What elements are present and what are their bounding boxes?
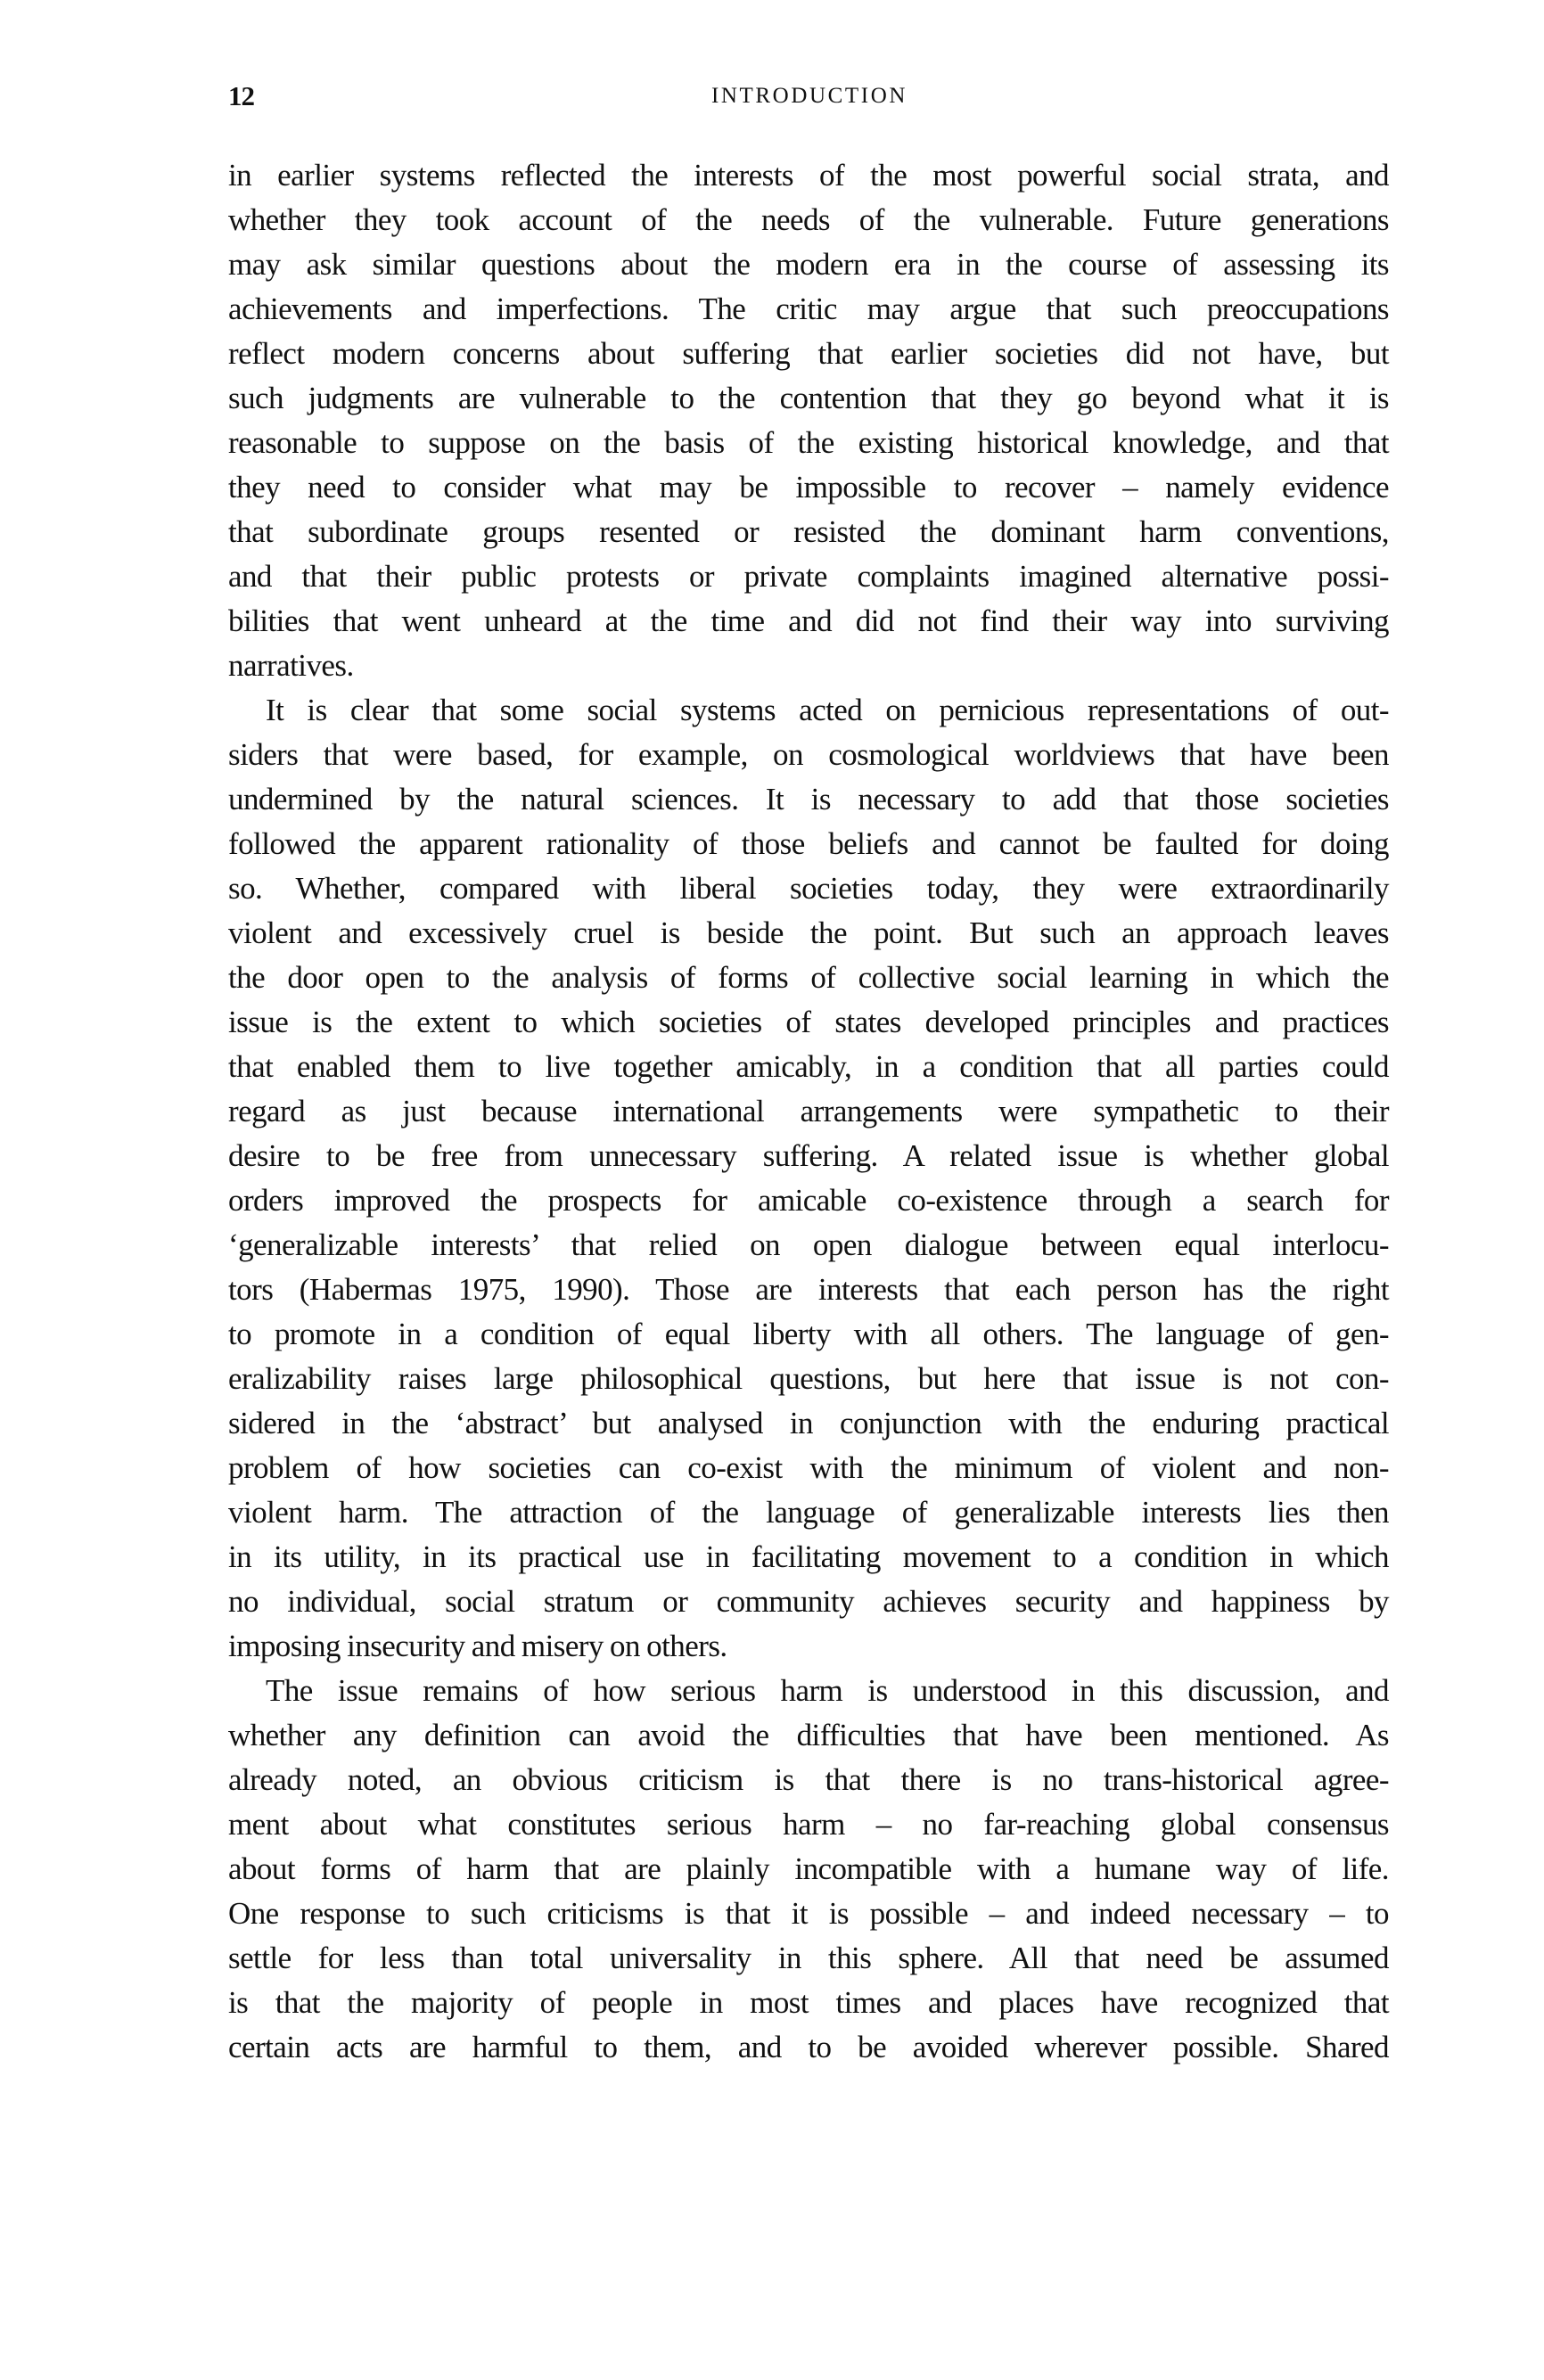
text-line: undermined by the natural sciences. It is necessary to add that those societies xyxy=(228,782,1389,817)
text-line: that subordinate groups resented or resisted the dominant harm conventions, xyxy=(228,514,1389,549)
text-line: is that the majority of people in most times and places have recognized that xyxy=(228,1985,1389,2020)
text-line: ment about what constitutes serious harm – no far-reaching global consensus xyxy=(228,1807,1389,1842)
text-line: desire to be free from unnecessary suffering. A related issue is whether global xyxy=(228,1138,1389,1173)
text-line: narratives. xyxy=(228,648,354,683)
paragraph-2 xyxy=(228,688,1389,1669)
page-number: 12 xyxy=(228,80,254,111)
text-line: settle for less than total universality in this sphere. All that need be assumed xyxy=(228,1941,1389,1975)
text-line: The issue remains of how serious harm is understood in this discussion, and xyxy=(266,1673,1389,1708)
text-line: about forms of harm that are plainly incompatible with a humane way of life. xyxy=(228,1851,1389,1886)
text-line: and that their public protests or private complaints imagined alternative possi- xyxy=(228,559,1389,594)
text-line: in its utility, in its practical use in facilitating movement to a condition in which xyxy=(228,1539,1389,1574)
text-line: issue is the extent to which societies of states developed principles and practices xyxy=(228,1005,1389,1039)
text-line: One response to such criticisms is that it is possible – and indeed necessary – to xyxy=(228,1896,1389,1931)
text-line: may ask similar questions about the modern era in the course of assessing its xyxy=(228,247,1389,282)
text-line: eralizability raises large philosophical questions, but here that issue is not con- xyxy=(228,1361,1389,1396)
text-line: siders that were based, for example, on cosmological worldviews that have been xyxy=(228,737,1389,772)
text-line: no individual, social stratum or community achieves security and happiness by xyxy=(228,1584,1389,1619)
text-line: in earlier systems reflected the interests of the most powerful social strata, and xyxy=(228,158,1389,193)
text-line: the door open to the analysis of forms of collective social learning in which the xyxy=(228,960,1389,995)
text-line: regard as just because international arrangements were sympathetic to their xyxy=(228,1094,1389,1128)
text-line: It is clear that some social systems acted on pernicious representations of out- xyxy=(266,693,1389,727)
text-line: reflect modern concerns about suffering that earlier societies did not have, but xyxy=(228,336,1389,371)
text-line: that enabled them to live together amicably, in a condition that all parties could xyxy=(228,1049,1389,1084)
text-line: followed the apparent rationality of those beliefs and cannot be faulted for doing xyxy=(228,826,1389,861)
text-line: ‘generalizable interests’ that relied on open dialogue between equal interlocu- xyxy=(228,1227,1389,1262)
paragraph-1 xyxy=(228,153,1389,688)
paragraph-3 xyxy=(228,1669,1389,2070)
text-line: whether any definition can avoid the difficulties that have been mentioned. As xyxy=(228,1718,1389,1752)
text-line: achievements and imperfections. The critic may argue that such preoccupations xyxy=(228,291,1389,326)
running-title: INTRODUCTION xyxy=(710,84,908,108)
text-line: to promote in a condition of equal liberty with all others. The language of gen- xyxy=(228,1317,1389,1351)
running-head xyxy=(228,78,1389,114)
text-line: imposing insecurity and misery on others. xyxy=(228,1629,727,1663)
text-line: violent and excessively cruel is beside the point. But such an approach leaves xyxy=(228,915,1389,950)
text-line: already noted, an obvious criticism is that there is no trans-historical agree- xyxy=(228,1762,1389,1797)
text-line: so. Whether, compared with liberal societies today, they were extraordinarily xyxy=(228,871,1389,906)
text-line: problem of how societies can co-exist with the minimum of violent and non- xyxy=(228,1450,1389,1485)
text-line: reasonable to suppose on the basis of the existing historical knowledge, and that xyxy=(228,425,1389,460)
text-line: bilities that went unheard at the time and did not find their way into surviving xyxy=(228,603,1389,638)
text-line: orders improved the prospects for amicable co-existence through a search for xyxy=(228,1183,1389,1218)
text-line: such judgments are vulnerable to the contention that they go beyond what it is xyxy=(228,381,1389,415)
text-line: violent harm. The attraction of the language of generalizable interests lies then xyxy=(228,1495,1389,1530)
text-line: whether they took account of the needs of the vulnerable. Future generations xyxy=(228,202,1389,237)
text-line: sidered in the ‘abstract’ but analysed in conjunction with the enduring practical xyxy=(228,1406,1389,1440)
text-line: certain acts are harmful to them, and to be avoided wherever possible. Shared xyxy=(228,2030,1389,2064)
text-line: they need to consider what may be impossible to recover – namely evidence xyxy=(228,470,1389,505)
body-text xyxy=(228,153,1389,2070)
text-line: tors (Habermas 1975, 1990). Those are interests that each person has the right xyxy=(228,1272,1389,1307)
